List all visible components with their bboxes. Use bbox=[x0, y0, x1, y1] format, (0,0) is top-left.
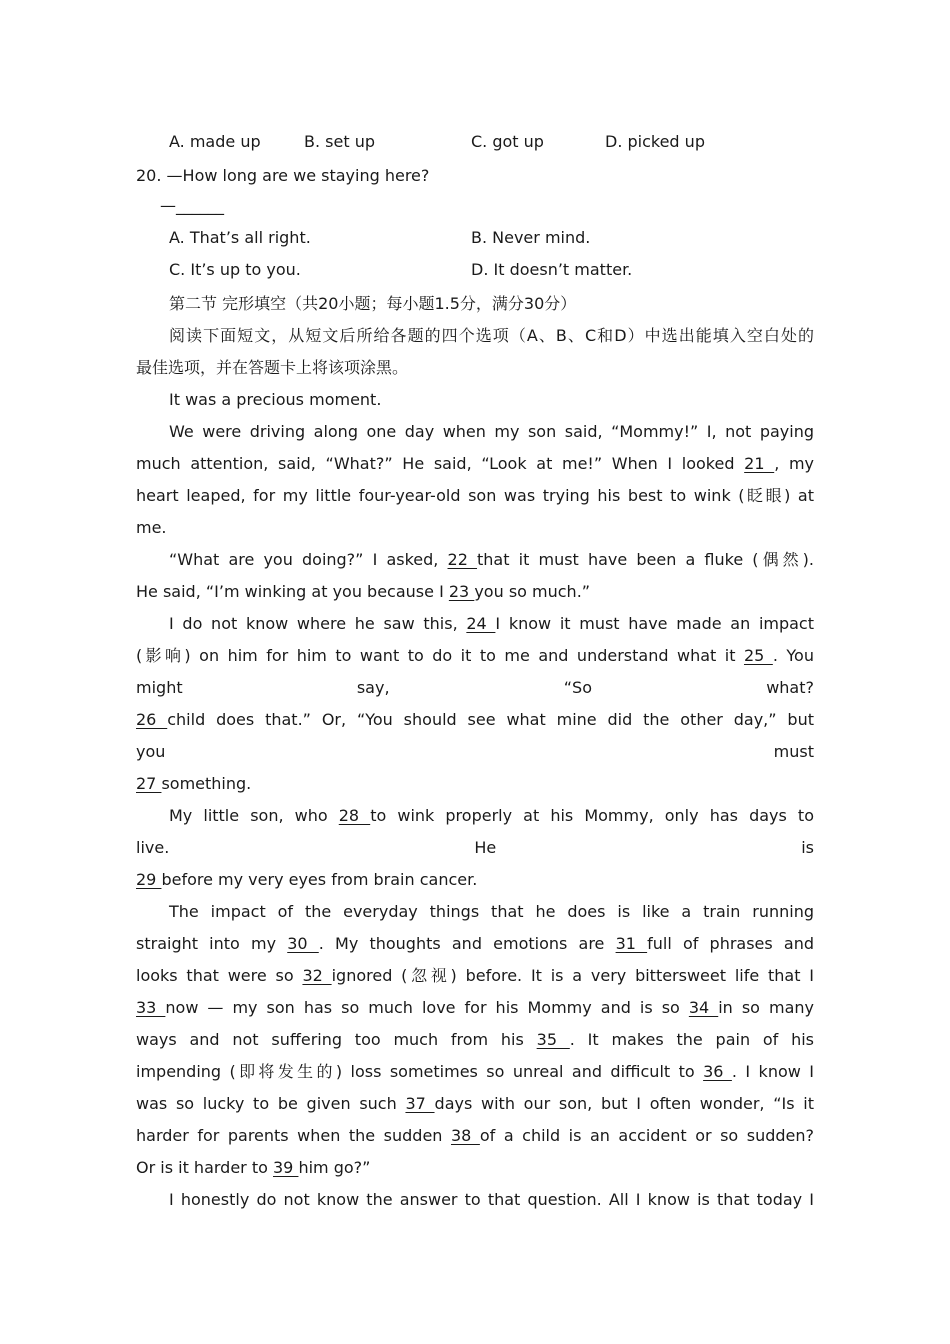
passage-line: much attention, said, “What?” He said, “Look at me!” When I looked 21 , my bbox=[136, 454, 815, 473]
option-a: A. made up bbox=[169, 132, 261, 151]
passage-line: 33 now — my son has so much love for his Mommy and is so 34 in so many bbox=[136, 998, 814, 1017]
section-heading: 第二节 完形填空（共20小题；每小题1.5分，满分30分） bbox=[169, 294, 577, 313]
passage-line: might say, “So what? bbox=[136, 678, 814, 697]
passage-line: We were driving along one day when my son said, “Mommy!” I, not paying bbox=[169, 422, 814, 441]
instructions-line-2: 最佳选项，并在答题卡上将该项涂黑。 bbox=[136, 358, 409, 377]
blank-26: 26 bbox=[136, 710, 168, 729]
blank-24: 24 bbox=[466, 614, 496, 633]
passage-line: ways and not suffering too much from his 35 . It makes the pain of his bbox=[136, 1030, 815, 1049]
passage-line: My little son, who 28 to wink properly at his Mommy, only has days to bbox=[169, 806, 814, 825]
passage-line: harder for parents when the sudden 38 of a child is an accident or so sudden? bbox=[136, 1126, 814, 1145]
blank-36: 36 bbox=[703, 1062, 732, 1081]
option-a: A. That’s all right. bbox=[169, 228, 311, 247]
blank-35: 35 bbox=[536, 1030, 570, 1049]
passage-line: I do not know where he saw this, 24 I know it must have made an impact bbox=[169, 614, 814, 633]
passage-line: The impact of the everyday things that he does is like a train running bbox=[169, 902, 814, 921]
passage-line: straight into my 30 . My thoughts and emotions are 31 full of phrases and bbox=[136, 934, 814, 953]
option-b: B. Never mind. bbox=[471, 228, 591, 247]
blank-33: 33 bbox=[136, 998, 166, 1017]
passage-line: me. bbox=[136, 518, 167, 537]
option-d: D. It doesn’t matter. bbox=[471, 260, 633, 279]
blank-34: 34 bbox=[688, 998, 719, 1017]
blank-38: 38 bbox=[450, 1126, 480, 1145]
passage-line: “What are you doing?” I asked, 22 that it must have been a fluke (偶然). bbox=[169, 550, 814, 569]
passage-line: was so lucky to be given such 37 days with our son, but I often wonder, “Is it bbox=[136, 1094, 814, 1113]
passage-line: impending (即将发生的) loss sometimes so unreal and difficult to 36 . I know I bbox=[136, 1062, 814, 1081]
option-c: C. It’s up to you. bbox=[169, 260, 301, 279]
passage-line: looks that were so 32 ignored (忽视) before. It is a very bittersweet life that I bbox=[136, 966, 814, 985]
blank-32: 32 bbox=[302, 966, 332, 985]
blank-27: 27 bbox=[136, 774, 162, 793]
blank-29: 29 bbox=[136, 870, 162, 889]
option-d: D. picked up bbox=[605, 132, 705, 151]
passage-line: I honestly do not know the answer to that question. All I know is that today I bbox=[169, 1190, 814, 1209]
passage-line: heart leaped, for my little four-year-old son was trying his best to wink (眨眼) at bbox=[136, 486, 814, 505]
passage-line: you must bbox=[136, 742, 814, 761]
question-20: 20. —How long are we staying here? bbox=[136, 166, 430, 185]
blank-21: 21 bbox=[744, 454, 775, 473]
blank-25: 25 bbox=[743, 646, 773, 665]
blank-31: 31 bbox=[615, 934, 648, 953]
option-b: B. set up bbox=[304, 132, 375, 151]
passage-paragraph-1: It was a precious moment. bbox=[169, 390, 382, 409]
passage-line: 26 child does that.” Or, “You should see what mine did the other day,” but bbox=[136, 710, 814, 729]
passage-line: (影响) on him for him to want to do it to me and understand what it 25 . You bbox=[136, 646, 814, 665]
passage-line: 29 before my very eyes from brain cancer. bbox=[136, 870, 478, 889]
passage-line: Or is it harder to 39 him go?” bbox=[136, 1158, 371, 1177]
blank-37: 37 bbox=[405, 1094, 435, 1113]
passage-line: He said, “I’m winking at you because I 23 you so much.” bbox=[136, 582, 591, 601]
blank-22: 22 bbox=[447, 550, 478, 569]
blank-30: 30 bbox=[287, 934, 319, 953]
blank-23: 23 bbox=[448, 582, 475, 601]
blank-28: 28 bbox=[338, 806, 371, 825]
passage-line: live. He is bbox=[136, 838, 814, 857]
answer-line: —______ bbox=[160, 196, 224, 215]
instructions-line-1: 阅读下面短文，从短文后所给各题的四个选项（A、B、C和D）中选出能填入空白处的 bbox=[169, 326, 814, 345]
option-c: C. got up bbox=[471, 132, 544, 151]
blank-39: 39 bbox=[273, 1158, 299, 1177]
passage-line: 27 something. bbox=[136, 774, 252, 793]
